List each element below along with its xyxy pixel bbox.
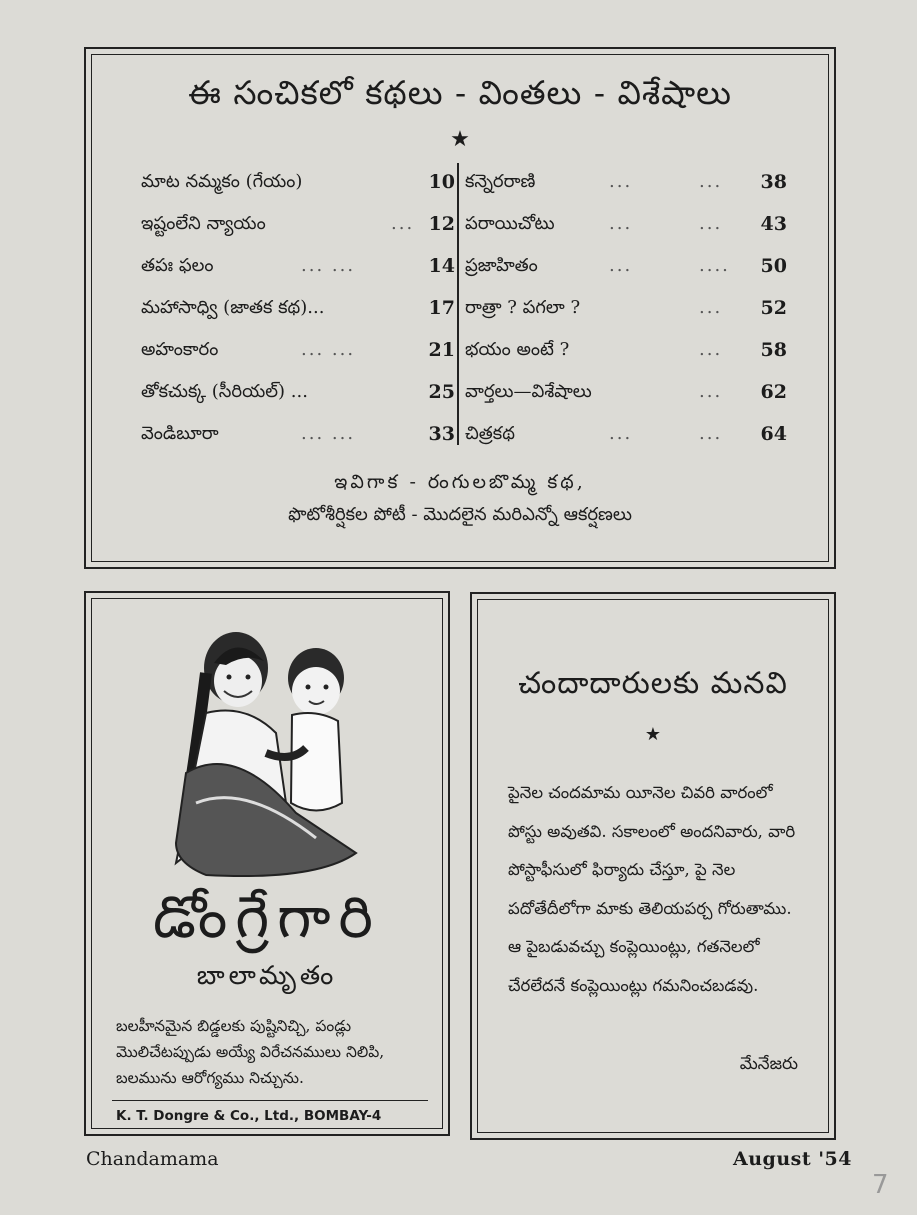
footer-issue-date: August '54	[733, 1148, 852, 1170]
product-name: బాలామృతం	[196, 961, 338, 991]
toc-item: రాత్రా ? పగలా ? ... 52	[465, 297, 787, 319]
mother-child-illustration	[166, 613, 366, 883]
toc-item: తోకచుక్క (సీరియల్) ... 25	[141, 381, 455, 403]
toc-item: మాట నమ్మకం (గేయం) 10	[141, 171, 455, 193]
contents-title: ఈ సంచికలో కథలు - వింతలు - విశేషాలు	[188, 73, 732, 112]
contents-box	[84, 47, 836, 569]
toc-item: భయం అంటే ? ... 58	[465, 339, 787, 361]
contents-extra-line-2: ఫొటోశీర్షికల పోటీ - మొదలైన మరిఎన్నో ఆకర్షణలు	[288, 504, 632, 525]
advertisement-box	[84, 591, 450, 1136]
toc-item: వార్తలు—విశేషాలు ... 62	[465, 381, 787, 403]
page-number: 7	[872, 1170, 889, 1200]
notice-title: చందాదారులకు మనవి	[518, 666, 788, 701]
toc-item: మహాసాధ్వి (జాతక కథ)... 17	[141, 297, 455, 319]
star-icon: ★	[450, 127, 470, 152]
brand-name: డోంగ్రేగారి	[153, 883, 381, 951]
toc-item: చిత్రకథ ... ... 64	[465, 423, 787, 445]
contents-extra-line-1: ఇవిగాక - రంగులబొమ్మ కథ,	[334, 471, 586, 493]
toc-right-column	[459, 161, 787, 455]
footer-magazine-name: Chandamama	[86, 1148, 219, 1170]
advert-text: బలహీనమైన బిడ్డలకు పుష్టినిచ్చి, పండ్లు మొలిచేటప్పుడు అయ్యే విరేచనములు నిలిపి, బలమును ఆరోగ్యము నిచ్చును.	[116, 1017, 385, 1087]
toc-item: ప్రజాహితం ... .... 50	[465, 255, 787, 277]
notice-signature: మేనేజరు	[739, 1054, 798, 1074]
advert-rule	[112, 1100, 428, 1101]
toc-item: పరాయిచోటు ... ... 43	[465, 213, 787, 235]
toc-item: తపః ఫలం ... ... 14	[141, 255, 455, 277]
toc-item: వెండిబూరా ... ... 33	[141, 423, 455, 445]
toc-item: కన్నెరరాణి ... ... 38	[465, 171, 787, 193]
toc-item: అహంకారం ... ... 21	[141, 339, 455, 361]
subscriber-notice-box	[470, 592, 836, 1140]
notice-body: పైనెల చందమామ యీనెల చివరి వారంలో పోస్టు అవుతవి. సకాలంలో అందనివారు, వారి పోస్టాఫీసులో ఫిర్యాదు చేస్తూ, పై నెల పదోతేదీలోగా మాకు తెలియపర్చ గోరుతాము. ఆ పైబడువచ్చు కంప్లెయింట్లు, గతనెలలో చేరలేదనే కంప్లెయింట్లు గమనించబడవు.	[508, 783, 796, 995]
star-icon: ★	[644, 724, 662, 745]
toc-item: ఇష్టంలేని న్యాయం ... 12	[141, 213, 455, 235]
advert-company: K. T. Dongre & Co., Ltd., BOMBAY-4	[116, 1108, 382, 1124]
toc-left-column	[141, 161, 461, 455]
